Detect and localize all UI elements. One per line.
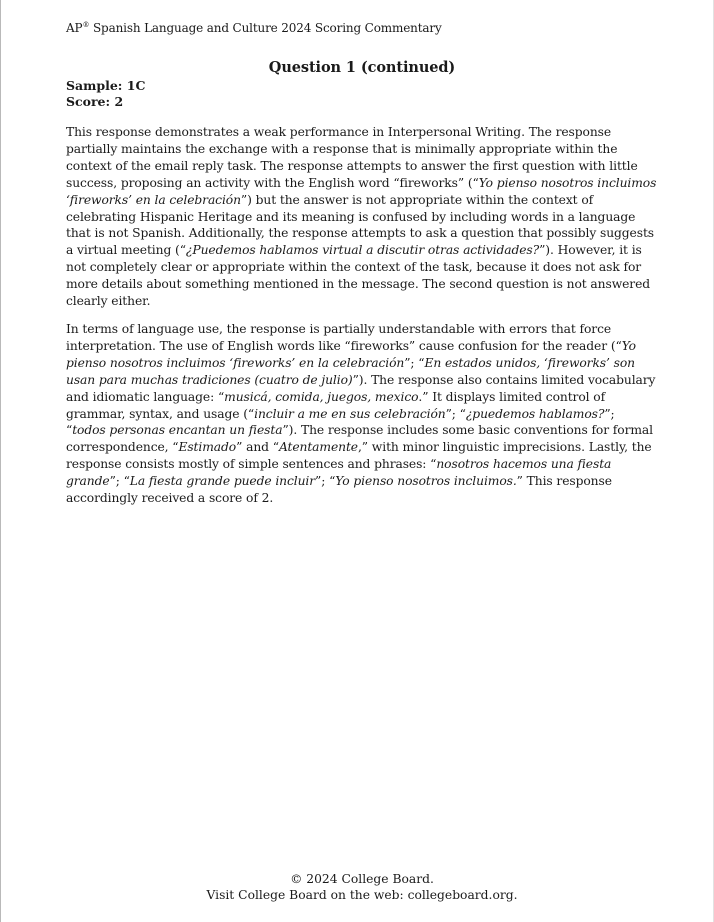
page-title: Question 1 (continued) xyxy=(268,59,456,76)
score-label: Score: 2 xyxy=(66,94,124,109)
document-header xyxy=(66,21,442,35)
quoted-spanish-text: Atentamente xyxy=(278,440,358,455)
sample-meta xyxy=(66,78,145,110)
quoted-spanish-text: Estimado xyxy=(178,440,237,455)
quoted-spanish-text: ¿puedemos hablamos? xyxy=(465,406,605,421)
commentary-text: ” and “ xyxy=(236,440,279,455)
commentary-text: ”; “ xyxy=(66,406,615,438)
quoted-spanish-text: ¿Puedemos hablamos virtual a discutir otras actividades? xyxy=(185,243,540,258)
quoted-spanish-text: todos personas encantan un fiesta xyxy=(72,423,283,438)
sample-label: Sample: 1C xyxy=(66,78,146,93)
quoted-spanish-text: En estados unidos, ‘fireworks’ son usan para muchas tradiciones (cuatro de julio) xyxy=(66,355,635,387)
quoted-spanish-text: musicá, comida, juegos, mexico xyxy=(224,389,419,404)
commentary-text: ”; “ xyxy=(404,355,425,370)
quoted-spanish-text: nosotros hacemos una fiesta grande xyxy=(66,457,612,489)
quoted-spanish-text: Yo pienso nosotros incluimos ‘fireworks’ en la celebración xyxy=(66,175,657,207)
commentary-text: In terms of language use, the response is partially understandable with errors that force interpretation. The use of English words like “fireworks” cause confusion for the reader (“ xyxy=(66,321,622,353)
quoted-spanish-text: La fiesta grande puede incluir xyxy=(129,474,316,489)
page-footer xyxy=(0,871,714,904)
header-text-rest: Spanish Language and Culture 2024 Scoring Commentary xyxy=(89,21,442,35)
commentary-text: ” This response accordingly received a score of 2. xyxy=(66,474,612,506)
registered-mark: ® xyxy=(82,21,90,29)
commentary-text: ”; “ xyxy=(315,474,336,489)
commentary-text: ”) but the answer is not appropriate within the context of celebrating Hispanic Heritage and its meaning is confused by including words in a language that is not Spanish. Additionally, the response attempts to ask a question that possibly suggests a virtual meeting (“ xyxy=(66,192,654,258)
commentary-paragraph-2 xyxy=(66,321,658,507)
commentary-text: ”). The response includes some basic conventions for formal correspondence, “ xyxy=(66,423,653,455)
commentary-text: ,” with minor linguistic imprecisions. Lastly, the response consists mostly of simple sentences and phrases: “ xyxy=(66,440,652,472)
quoted-spanish-text: Yo pienso nosotros incluimos ‘fireworks’ en la celebración xyxy=(66,338,636,370)
commentary-text: ”; “ xyxy=(109,474,130,489)
commentary-body xyxy=(66,124,658,518)
footer-visit: Visit College Board on the web: collegeboard.org. xyxy=(206,888,518,903)
page-border-left xyxy=(0,0,1,922)
commentary-text: ”). However, it is not completely clear or appropriate within the context of the task, because it does not ask for more details about something mentioned in the message. The second question is not answered clearly either. xyxy=(66,243,651,309)
footer-copyright: © 2024 College Board. xyxy=(290,872,434,886)
quoted-spanish-text: incluir a me en sus celebración xyxy=(254,406,446,421)
commentary-text: .” It displays limited control of grammar, syntax, and usage (“ xyxy=(66,389,606,421)
header-text-ap: AP xyxy=(66,21,83,35)
commentary-text: ”). The response also contains limited vocabulary and idiomatic language: “ xyxy=(66,372,656,404)
commentary-text: This response demonstrates a weak performance in Interpersonal Writing. The response partially maintains the exchange with a response that is minimally appropriate within the context of the email reply task. The response attempts to answer the first question with little success, proposing an activity with the English word “fireworks” (“ xyxy=(66,125,638,190)
commentary-paragraph-1 xyxy=(66,124,658,310)
quoted-spanish-text: Yo pienso nosotros incluimos. xyxy=(335,474,517,489)
commentary-text: ”; “ xyxy=(445,406,466,421)
